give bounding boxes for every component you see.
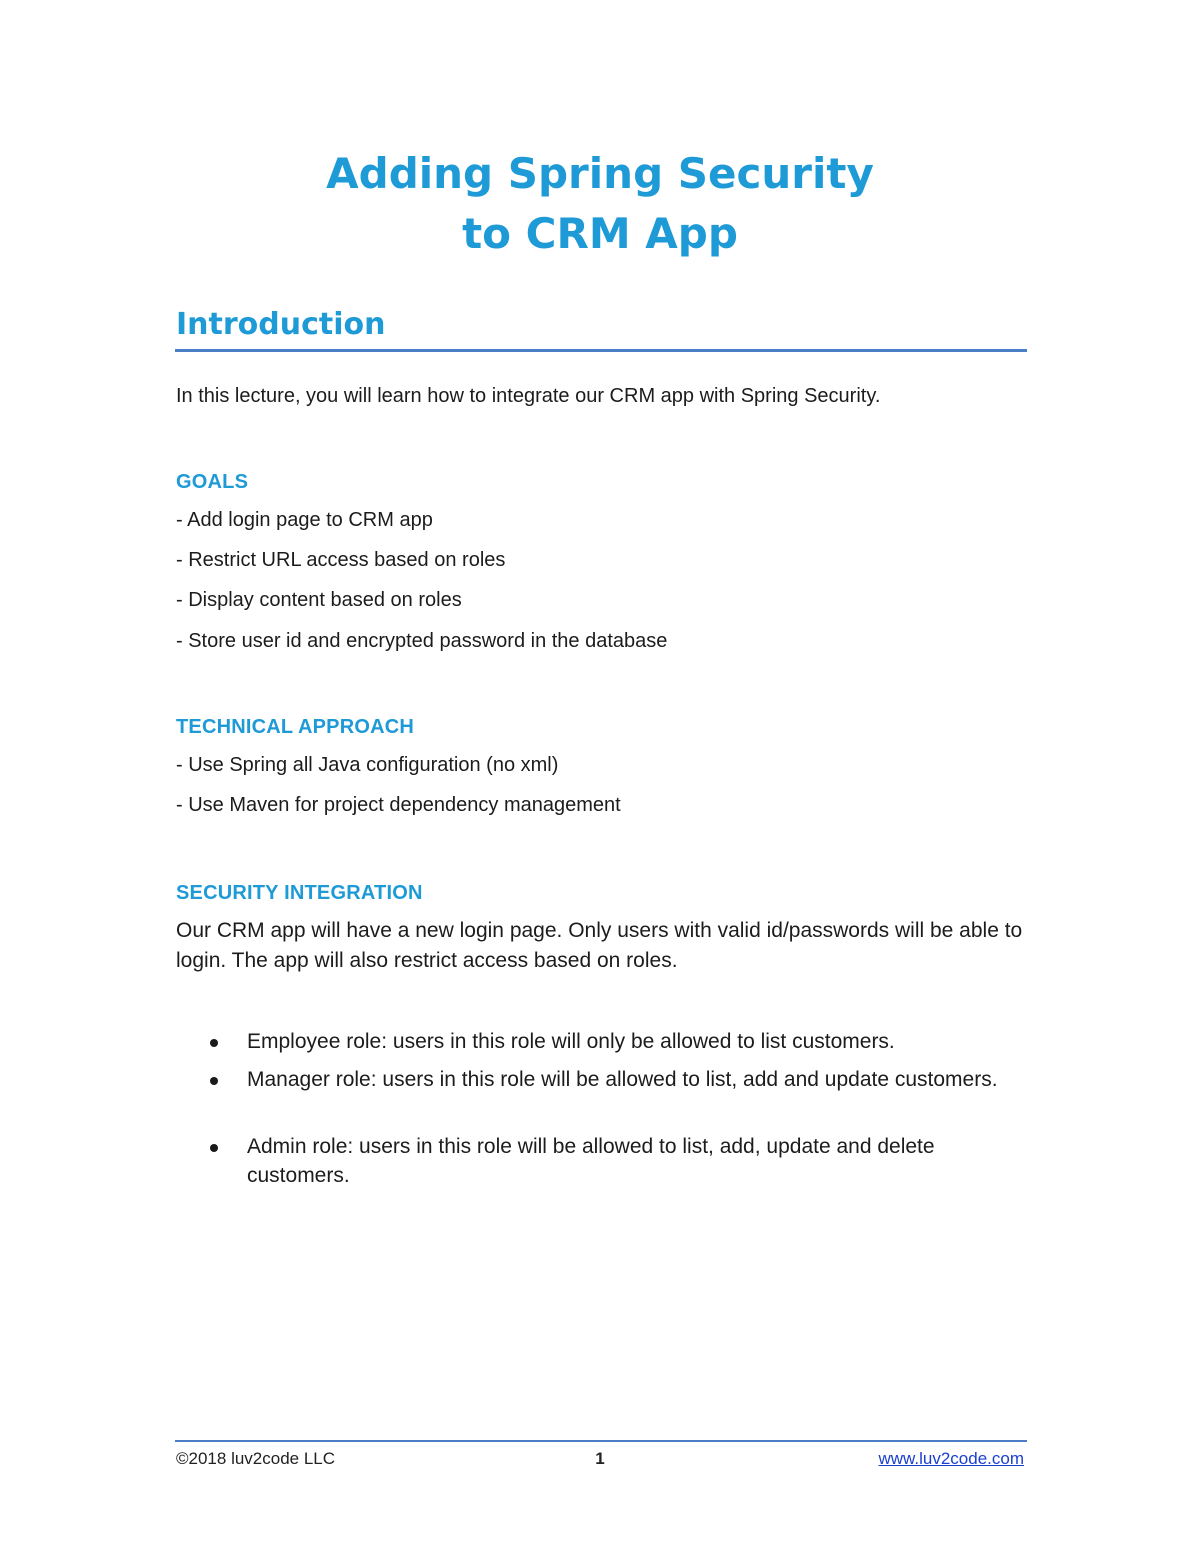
goal-item: - Add login page to CRM app xyxy=(176,509,433,531)
title-line-1: Adding Spring Security xyxy=(326,149,874,198)
title-line-2: to CRM App xyxy=(462,209,738,258)
technical-approach-heading: TECHNICAL APPROACH xyxy=(176,716,415,738)
role-description: Employee role: users in this role will only be allowed to list customers. xyxy=(247,1030,895,1053)
technical-item: - Use Spring all Java configuration (no xml) xyxy=(176,754,559,776)
security-integration-heading: SECURITY INTEGRATION xyxy=(176,882,423,904)
footer-copyright: ©2018 luv2code LLC xyxy=(176,1449,336,1468)
introduction-heading: Introduction xyxy=(176,307,386,342)
goal-item: - Restrict URL access based on roles xyxy=(176,549,506,571)
goal-item: - Store user id and encrypted password in the database xyxy=(176,630,668,652)
bullet-icon xyxy=(210,1077,218,1085)
bullet-icon xyxy=(210,1144,218,1152)
footer-website-link[interactable]: www.luv2code.com xyxy=(878,1449,1024,1468)
goals-heading: GOALS xyxy=(176,471,249,493)
bullet-icon xyxy=(210,1039,218,1047)
role-description: Manager role: users in this role will be allowed to list, add and update customers. xyxy=(247,1068,998,1091)
security-paragraph: Our CRM app will have a new login page. Only users with valid id/passwords will be able to login. The app will also restrict access based on roles. xyxy=(176,919,1023,972)
page-number: 1 xyxy=(595,1449,605,1468)
role-description: Admin role: users in this role will be allowed to list, add, update and delete customers. xyxy=(247,1135,935,1187)
intro-text: In this lecture, you will learn how to integrate our CRM app with Spring Security. xyxy=(176,385,881,407)
heading-divider xyxy=(175,349,1027,352)
technical-item: - Use Maven for project dependency management xyxy=(176,794,621,816)
goal-item: - Display content based on roles xyxy=(176,589,462,611)
footer-divider xyxy=(175,1440,1027,1442)
